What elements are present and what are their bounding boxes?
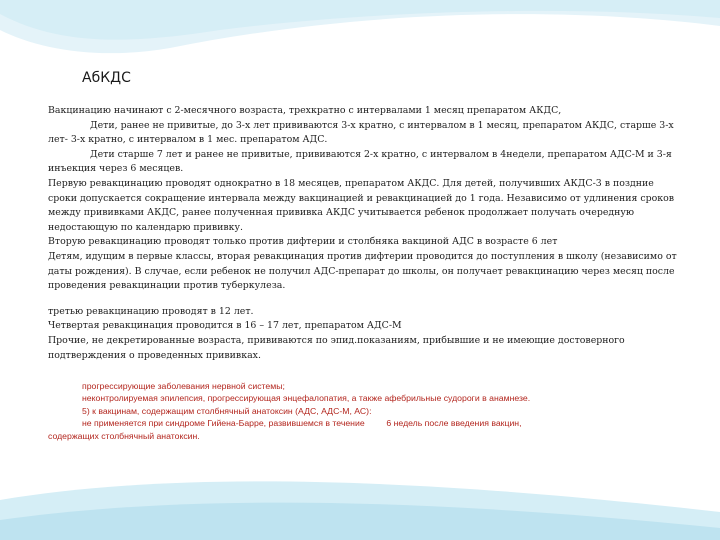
paragraph-third-revaccination: третью ревакцинацию проводят в 12 лет. (48, 305, 254, 317)
contraindication-line: 5) к вакцинам, содержащим столбнячный анатоксин (АДС, АДС-М, АС): (82, 405, 372, 416)
paragraph-fourth-revaccination: Четвертая ревакцинация проводится в 16 – 17 лет, препаратом АДС-М (48, 320, 402, 332)
contraindication-line: прогрессирующие заболевания нервной системы; (82, 381, 285, 391)
paragraph-other-ages: Прочие, не декретированные возраста, прививаются по эпид.показаниям, прибывшие и не имеющие достоверного подтверждения о проведенных прививках. (48, 334, 625, 361)
paragraph-first-grade: Детям, идущим в первые классы, вторая ревакцинация против дифтерии проводится до поступления в школу (независимо от даты рождения). В случае, если ребенок не получил АДС-препарат до школы, он получает ревакцинацию через месяц после проведения ревакцинации против туберкулеза. (48, 250, 677, 292)
contraindication-line: неконтролируемая эпилепсия, прогрессирующая энцефалопатия, а также афебрильные судороги в анамнезе. (82, 393, 531, 404)
slide-title: АбКДС (82, 70, 131, 86)
paragraph-second-revaccination: Вторую ревакцинацию проводят только против дифтерии и столбняка вакциной АДС в возрасте 6 лет (48, 236, 558, 248)
contraindication-line: не применяется при синдроме Гийена-Барре, развившемся в течение 6 недель после введения вакцин, (82, 418, 522, 429)
paragraph-vaccination-start: Вакцинацию начинают с 2-месячного возраста, трехкратно с интервалами 1 месяц препаратом АКДС, (48, 105, 562, 116)
paragraph-over-7: Дети старше 7 лет и ранее не привитые, прививаются 2-х кратно, с интервалом в 4недели, препаратом АДС-М и 3-я инъекция через 6 месяцев. (48, 148, 672, 175)
contraindication-line: содержащих столбнячный анатоксин. (48, 430, 200, 441)
paragraph-unvaccinated-under-3: Дети, ранее не привитые, до 3-х лет прививаются 3-х кратно, с интервалом в 1 месяц, препаратом АКДС, старше 3-х лет- 3-х кратно, с интервалом в 1 мес. препаратом АДС. (48, 119, 674, 146)
contraindications-block (48, 380, 688, 442)
slide-body (48, 104, 680, 363)
paragraph-first-revaccination: Первую ревакцинацию проводят однократно в 18 месяцев, препаратом АКДС. Для детей, получивших АКДС-3 в поздние сроки допускается сокращение интервала между вакцинацией и ревакцинацией до 1 года. Независимо от удлинения сроков между прививками АКДС, ранее полученная прививка АКДС учитывается ребенок продолжает получать очередную недостающую по календарю прививку. (48, 177, 675, 233)
